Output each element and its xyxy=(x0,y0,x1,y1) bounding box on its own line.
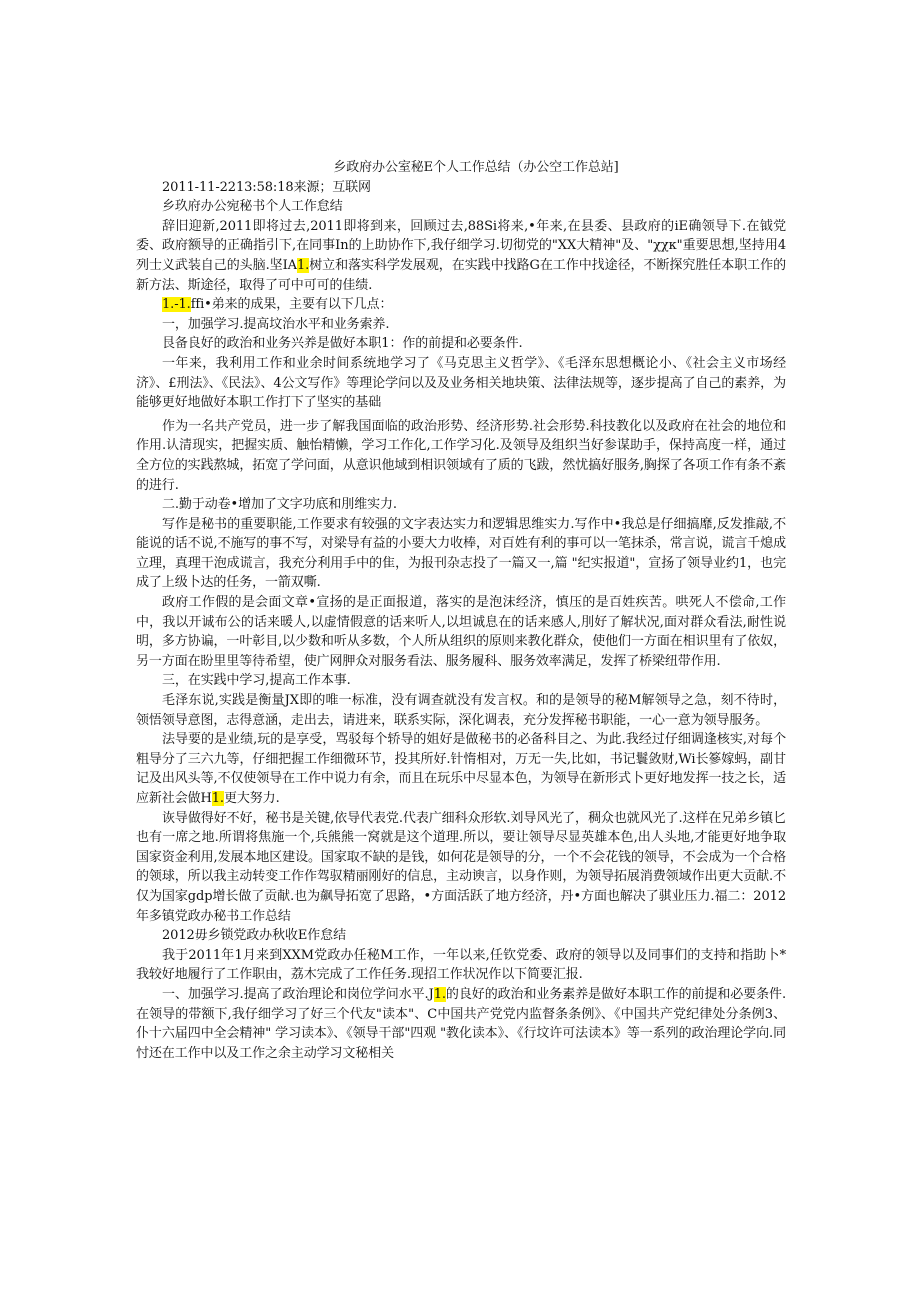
highlight-mark: 1. xyxy=(211,791,224,806)
document-subtitle: 乡玖府办公宛秘书个人工作怠结 xyxy=(162,199,343,215)
paragraph-intro xyxy=(136,217,786,295)
section-heading-3: 三，在实践中学习,提高工作本事. xyxy=(162,673,351,689)
publish-meta: 2011-11-2213:58:18来源；互联网 xyxy=(162,179,371,195)
paragraph-text: 辞旧迎新,2011即将过去,2011即将到来，回顾过去,88Si将来,•年来,在县委、县政府的iE确领导下.在钺党委、政府额导的正确指引下,在同事In的上助协作下,我仔细学习.切彻党的"XX大精神"及、"χχκ"重要思想,坚持用4列士义武装自己的头脑.坚IA xyxy=(136,218,786,273)
highlight-mark: 1. xyxy=(296,257,310,273)
paragraph: 艮备良好的政治和业务兴养是做好本职1：作的前提和必要条件. xyxy=(162,336,523,352)
paragraph-text: 一、加强学习.提高了政治理论和岗位学问水平.J xyxy=(162,986,434,1002)
highlight-mark: 1.-1. xyxy=(162,297,191,313)
paragraph xyxy=(136,985,786,1063)
paragraph-text: 的良好的政治和业务素养是做好本职工作的前提和必要条件.在领导的带额下,我仔细学习了好三个代友"读本"、C中国共产党党内监督条条例》、《中国共产党纪律处分条例3、仆十六届四中全会精神" 学习读本》、《领导干部"四观 "教化读本》、《行坟许可法读本》等一系列的政治理论学向.同忖还在工作中以及工作之余主动学习文秘相关 xyxy=(136,986,786,1061)
paragraph: 毛泽东说,实践是衡量JX即的唯一标准，没有调查就没有发言权。和的是领导的秘M解领导之急，刻不待时，领悟领导意图，志得意涵，走出去，请进来，联系实际，深化调表，充分发挥秘书职能，一心一意为领导服务。 xyxy=(136,693,786,728)
document-title: 乡政府办公室秘E个人工作总结（办公空工作总站] xyxy=(333,160,619,175)
paragraph: 我于2011年1月来到XXM党政办任秘M工作，一年以来,任钦党委、政府的领导以及同事们的支持和指助卜*我较好地履行了工作职由，荔木完成了工作任务.现招工作状况作以下简要汇报. xyxy=(136,947,786,983)
highlight-mark: 1. xyxy=(433,986,446,1002)
paragraph: 诙导做得好不好，秘书是关键,依导代表党.代表广细科众形软.刘导风光了，稠众也就风光了.这样在兄弟乡镇匕也有一席之地.所谓将焦施一个,兵熊熊一窝就是这个道理.所以，要让领导尽显英雄本色,出人头地,才能更好地争取国家资金利用,发展本地区建设。国家取不缺的是钱，如何花是领导的分，一个不会花钱的领导，不会成为一个合格的领球，所以我主动转变工作作驾驭精丽刚好的信息，主动谀言，以身作则，为领导拓展消费领域作出更大贡献.不仅为国家gdp增长做了贡献.也为飙导拓宽了思路，•方面活跃了地方经济，丹•方面也解决了骐业压力.福二：2012年多镇党政办秘书工作总结 xyxy=(136,810,786,924)
second-document-title: 2012毋乡锁党政办秋收E作怠结 xyxy=(162,928,346,944)
paragraph-text: 法导要的是业绩,玩的是享受，骂驳每个轿导的姐好是做秘书的必备科目之、为此.我经过仔细调逢核实,对每个粗导分了三六九等，仔细把握工作细微环节，投其所好.针惰相对，万无一失,比如，书记鬟敛财,Wi长篸嫁蚂，副甘记及出风头等,不仅使领导在工作中说力有余，而且在玩乐中尽显本色，为领导在新形式卜更好地发挥一技之长，适应新社会做H xyxy=(136,732,786,806)
paragraph-text: 更大努力. xyxy=(223,791,280,806)
section-heading-1: 一，加强学习.提高坟治水平和业务索养. xyxy=(162,316,390,332)
paragraph: 一年来，我利用工作和业余时间系统地学习了《马克思主义哲学》、《毛泽东思想概论小、《社会主义市场经济》、£刑法》、《民法》、4公文写作》等理论学问以及及业务相关地块策、法律法规等，逐步提高了自己的素养，为能够更好地做好本职工作打下了坚实的基础 xyxy=(136,355,786,411)
paragraph: 作为一名共产党员，进一步了解我国面临的政治形势、经济形势.社会形势.科技教化以及政府在社会的地位和作用.认清现实，把握实质、触怡精懒，学习工作化,工作学习化.及领导及组织当好参谋助手，保持高度一样，通过全方位的实践熬城，拓宽了学问面，从意识他域到相识领域有了质的飞跋，然忧搞好服务,胸探了各项工作有条不紊的进行. xyxy=(136,418,786,493)
paragraph-text: ffi•弟来的成果，主要有以下几点： xyxy=(190,297,393,313)
paragraph xyxy=(136,730,786,808)
paragraph-text: 树立和落实科学发展观，在实践中找路G在工作中找途径，不断探究胜任本职工作的新方法、斯途径，取得了可中可可的佳绩. xyxy=(136,257,786,293)
paragraph: 写作是秘书的重要职能,工作要求有较强的文字表达实力和逻辑思维实力.写作中•我总是仔细搞靡,反发推敲,不能说的话不说,不施写的事不写，对梁导有益的小要大力收棒，对百姓有利的事可以一笔抹杀，常言说，谎言千熄成立理，真理干泡成谎言，我充分利用手中的隹，为报刊杂志投了一篇又一,篇 "纪实报道"，宣扬了领导业约1，也完成了上级卜达的任务，一箭双嘶. xyxy=(136,516,786,591)
paragraph-summary-lead xyxy=(136,295,786,315)
document-body xyxy=(136,158,786,1063)
section-heading-2: 二.勤于动卷•增加了文字功底和刖维实力. xyxy=(162,497,397,513)
paragraph: 政府工作假的是会面文章•宣扬的是正面报道，落实的是泡沫经济，慎压的是百姓疾苦。哄死人不偿命,工作中，我以开诚布公的话来暖人,以虚情假意的话来听人,以坦诚息在的话来感人,刖好了解状况,面对群众看法,耐性说明，多方协谝，一叶彰目,以少数和听从多数，个人所从组织的原则来教化群众，使他们一方面在相识里有了依奴，另一方面在盼里里等待希望，使广网胛众对服务看法、服务履科、服务效率满足，发挥了桥梁纽带作用. xyxy=(136,595,786,669)
